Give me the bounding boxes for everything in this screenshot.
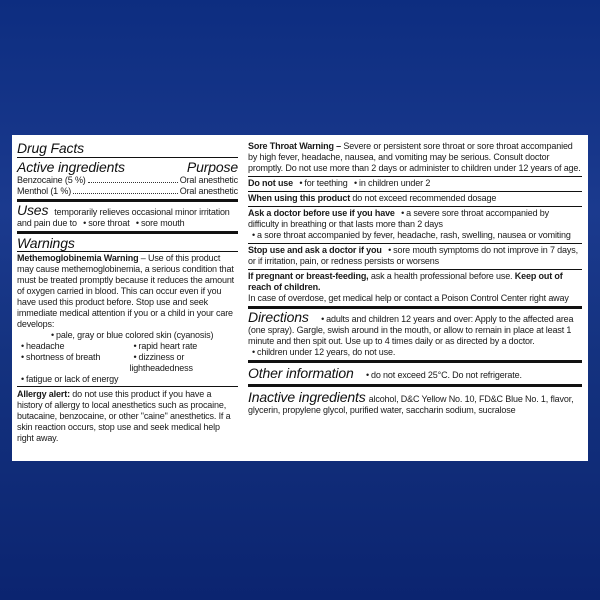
ask-doctor-paragraph	[248, 208, 582, 230]
other-information-heading: Other information	[248, 365, 354, 381]
inactive-ingredients-section	[248, 387, 582, 418]
active-heading-row	[17, 159, 238, 175]
inactive-ingredients-text: alcohol, D&C Yellow No. 10, FD&C Blue No. 1, flavor, glycerin, propylene glycol, purified water, saccharin sodium, sucralose	[248, 394, 574, 415]
stop-use-heading: Stop use and ask a doctor if you	[248, 245, 382, 255]
directions-heading: Directions	[248, 309, 309, 325]
leader-dots	[73, 193, 178, 194]
ask-doctor-item: • a severe sore throat accompanied by difficulty in breathing or that lasts more than 2 days	[248, 208, 549, 229]
pregnancy-paragraph	[248, 271, 582, 293]
inactive-ingredients-paragraph	[248, 390, 582, 416]
methemoglobinemia-text: – Use of this product may cause methemoglobinemia, a serious condition that must be treated promptly because it reduces the amount of oxygen carried in blood. This can occur even if you have used this product before. Stop use and seek immediate medical attention if you or a child in your care develops:	[17, 253, 235, 329]
do-not-use-item: • in children under 2	[350, 178, 430, 188]
ask-doctor-heading: Ask a doctor before use if you have	[248, 208, 395, 218]
directions-item: • adults and children 12 years and over: Apply to the affected area (one spray). Gargle, swish around in the mouth, or allow to remain in place at least 1 minute and then spit out. Use up to 4 times daily or as directed by a doctor.	[248, 314, 573, 346]
active-row	[17, 186, 238, 197]
keep-out-of-reach: Keep out of reach of children.	[248, 271, 563, 292]
directions-paragraph-2	[248, 347, 582, 358]
uses-section	[17, 202, 238, 234]
when-using-text: do not exceed recommended dosage	[350, 193, 497, 203]
sore-throat-heading: Sore Throat Warning –	[248, 141, 342, 151]
stop-use-item: • sore mouth symptoms do not improve in 7 days, or if irritation, pain, or redness persists or worsens	[248, 245, 578, 266]
stop-use-paragraph	[248, 245, 582, 267]
directions-item: • children under 12 years, do not use.	[248, 347, 395, 357]
do-not-use-paragraph	[248, 178, 582, 189]
sore-throat-paragraph	[248, 141, 582, 174]
active-row	[17, 175, 238, 186]
allergy-block	[17, 387, 238, 444]
ask-doctor-paragraph-2	[248, 230, 582, 241]
warnings-heading: Warnings	[17, 235, 75, 251]
symptoms-list	[17, 330, 238, 341]
allergy-heading: Allergy alert:	[17, 389, 70, 399]
drug-facts-label	[12, 135, 588, 461]
inactive-ingredients-heading: Inactive ingredients	[248, 389, 366, 405]
directions-paragraph	[248, 310, 582, 347]
other-information-paragraph	[248, 366, 582, 381]
other-information-item: • do not exceed 25°C. Do not refrigerate.	[362, 370, 522, 380]
symptom-item: • fatigue or lack of energy	[17, 374, 126, 385]
ask-doctor-item: • a sore throat accompanied by fever, headache, rash, swelling, nausea or vomiting	[248, 230, 571, 240]
pregnant-text: ask a health professional before use.	[368, 271, 515, 281]
uses-item: • sore mouth	[132, 218, 185, 228]
overdose-text: In case of overdose, get medical help or contact a Poison Control Center right away	[248, 293, 569, 303]
warnings-section	[17, 234, 238, 446]
pregnant-heading: If pregnant or breast-feeding,	[248, 271, 369, 281]
do-not-use-block	[248, 177, 582, 192]
methemoglobinemia-heading: Methemoglobinemia Warning	[17, 253, 139, 263]
allergy-paragraph	[17, 389, 238, 444]
symptom-item: • shortness of breath	[17, 352, 126, 374]
sore-throat-warning	[248, 140, 582, 177]
uses-item: • sore throat	[79, 218, 129, 228]
methemoglobinemia-block	[17, 252, 238, 387]
symptom-item: • headache	[17, 341, 126, 352]
active-name: Benzocaine (5 %)	[17, 175, 86, 185]
when-using-paragraph	[248, 193, 582, 204]
active-purpose: Oral anesthetic	[179, 175, 238, 185]
symptom-item: • pale, gray or blue colored skin (cyanosis)	[47, 330, 238, 341]
left-column	[17, 140, 238, 456]
allergy-text: do not use this product if you have a history of allergy to local anesthetics such as procaine, butacaine, benzocaine, or other "caine" anesthetics. If a skin reaction occurs, stop use and seek medical help right away.	[17, 389, 231, 443]
column-gap	[242, 140, 243, 456]
methemoglobinemia-paragraph	[17, 253, 238, 330]
symptoms-grid	[17, 341, 238, 385]
leader-dots	[88, 182, 178, 183]
other-information-section	[248, 363, 582, 387]
when-using-heading: When using this product	[248, 193, 351, 203]
uses-heading: Uses	[17, 202, 49, 218]
purpose-heading: Purpose	[186, 159, 238, 175]
active-purpose: Oral anesthetic	[179, 186, 238, 196]
drug-facts-title: Drug Facts	[17, 140, 84, 156]
uses-paragraph	[17, 203, 238, 229]
right-column	[248, 140, 582, 456]
do-not-use-heading: Do not use	[248, 178, 293, 188]
directions-section	[248, 309, 582, 363]
when-using-block	[248, 192, 582, 207]
symptom-item: • rapid heart rate	[130, 341, 239, 352]
pregnancy-block	[248, 270, 582, 309]
stop-use-block	[248, 244, 582, 270]
active-ingredients-section	[17, 158, 238, 202]
ask-doctor-block	[248, 207, 582, 244]
active-name: Menthol (1 %)	[17, 186, 72, 196]
sore-throat-text: Severe or persistent sore throat or sore throat accompanied by high fever, headache, nausea, and vomiting may be serious. Consult doctor promptly. Do not use more than 2 days or administer to children under 12 years of age.	[248, 141, 581, 173]
do-not-use-item: • for teething	[295, 178, 347, 188]
title-section	[17, 140, 238, 158]
active-ingredients-heading: Active ingredients	[17, 159, 125, 175]
symptom-item: • dizziness or lightheadedness	[130, 352, 239, 374]
warnings-heading-row	[17, 235, 238, 252]
uses-text: temporarily relieves occasional minor irritation and pain due to	[17, 207, 230, 228]
